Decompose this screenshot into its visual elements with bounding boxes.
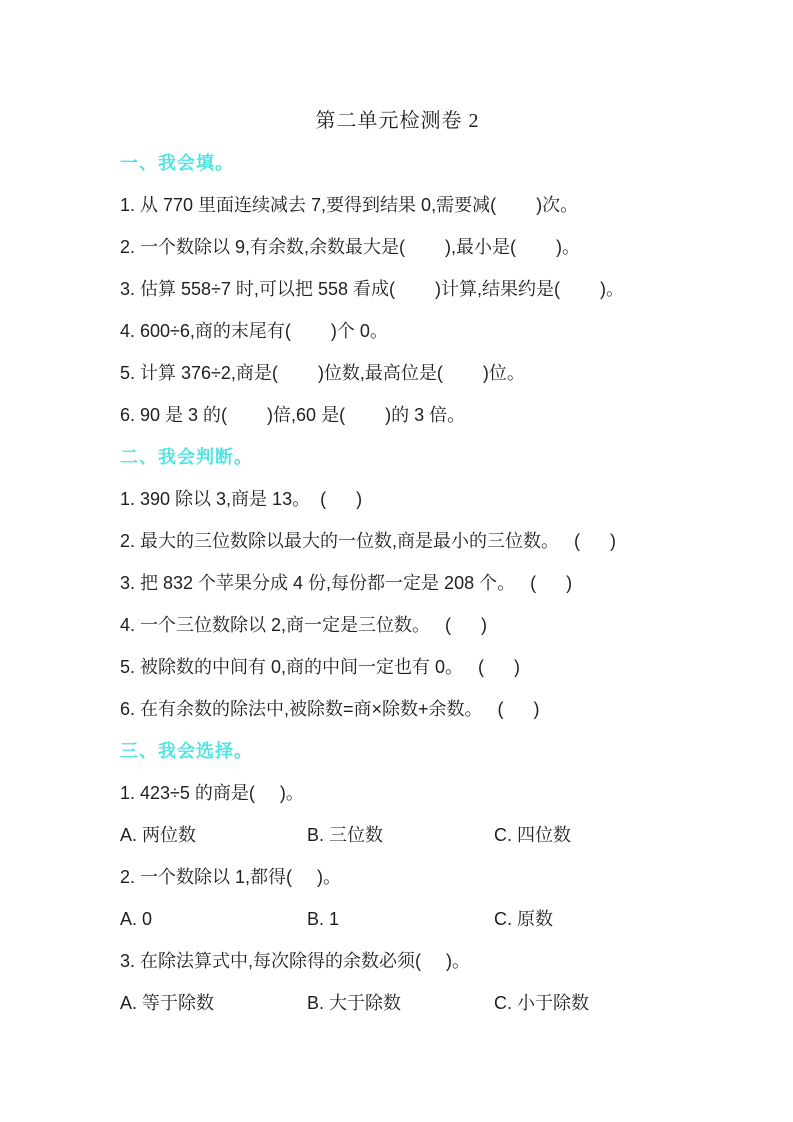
page-title: 第二单元检测卷 2: [315, 110, 480, 132]
judge-question-4: 4. 一个三位数除以 2,商一定是三位数。 ( ): [120, 615, 488, 635]
fill-question-6: 6. 90 是 3 的( )倍,60 是( )的 3 倍。: [120, 405, 466, 425]
judge-question-5: 5. 被除数的中间有 0,商的中间一定也有 0。 ( ): [120, 657, 521, 677]
option-b: B. 三位数: [307, 825, 384, 845]
judge-question-2: 2. 最大的三位数除以最大的一位数,商是最小的三位数。 ( ): [120, 531, 617, 551]
judge-question-3: 3. 把 832 个苹果分成 4 份,每份都一定是 208 个。 ( ): [120, 573, 573, 593]
option-c: C. 小于除数: [494, 993, 590, 1013]
section-true-false-heading: 二、我会判断。: [120, 447, 253, 467]
choice-question-1: 1. 423÷5 的商是( )。: [120, 783, 304, 803]
section-fill-in: [120, 142, 675, 436]
section-multiple-choice: [120, 730, 675, 1024]
option-a: A. 两位数: [120, 825, 197, 845]
option-c: C. 原数: [494, 909, 554, 929]
option-b: B. 大于除数: [307, 993, 402, 1013]
option-c: C. 四位数: [494, 825, 572, 845]
option-a: A. 0: [120, 909, 153, 929]
choice-question-2-options: [120, 898, 675, 940]
choice-question-1-options: [120, 814, 675, 856]
section-true-false: [120, 436, 675, 730]
judge-question-1: 1. 390 除以 3,商是 13。 ( ): [120, 489, 363, 509]
choice-question-3-options: [120, 982, 675, 1024]
fill-question-1: 1. 从 770 里面连续减去 7,要得到结果 0,需要减( )次。: [120, 195, 579, 215]
fill-question-5: 5. 计算 376÷2,商是( )位数,最高位是( )位。: [120, 363, 525, 383]
option-b: B. 1: [307, 909, 340, 929]
judge-question-6: 6. 在有余数的除法中,被除数=商×除数+余数。 ( ): [120, 699, 540, 719]
choice-question-2: 2. 一个数除以 1,都得( )。: [120, 867, 342, 887]
fill-question-3: 3. 估算 558÷7 时,可以把 558 看成( )计算,结果约是( )。: [120, 279, 624, 299]
choice-question-3: 3. 在除法算式中,每次除得的余数必须( )。: [120, 951, 471, 971]
fill-question-4: 4. 600÷6,商的末尾有( )个 0。: [120, 321, 388, 341]
fill-question-2: 2. 一个数除以 9,有余数,余数最大是( ),最小是( )。: [120, 237, 581, 257]
section-multiple-choice-heading: 三、我会选择。: [120, 741, 253, 761]
option-a: A. 等于除数: [120, 993, 215, 1013]
section-fill-in-heading: 一、我会填。: [120, 153, 234, 173]
